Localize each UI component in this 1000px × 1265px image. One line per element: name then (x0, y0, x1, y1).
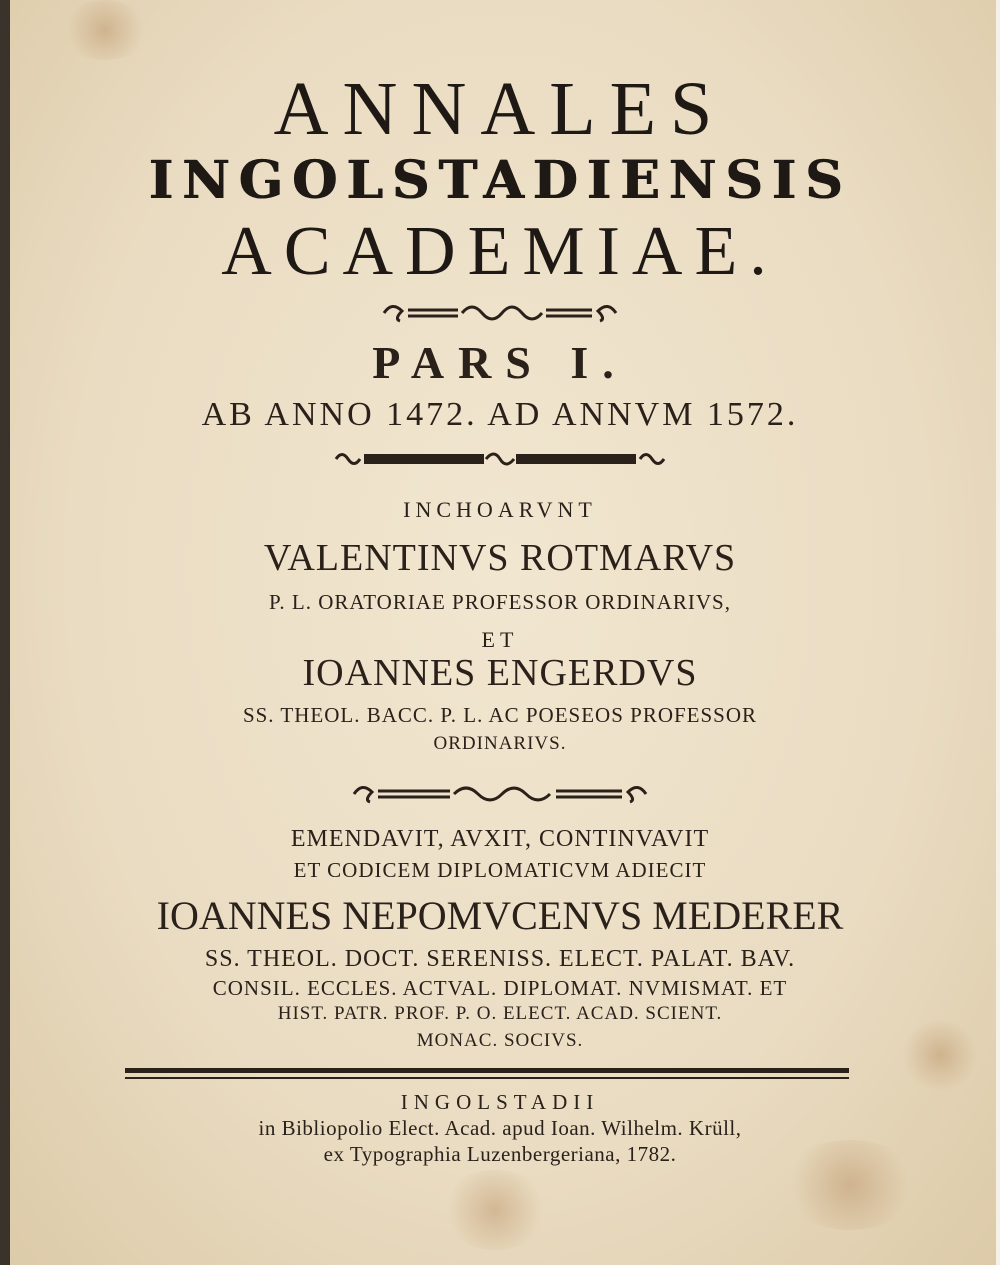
scroll-ornament-icon (380, 298, 620, 328)
double-rule-thin (125, 1077, 849, 1079)
authors-intro: INCHOARVNT (403, 497, 597, 522)
title-line-academiae: ACADEMIAE. (221, 213, 779, 290)
authors-conjunction: ET (481, 627, 519, 652)
author-name-rotmarus: VALENTINVS ROTMARVS (263, 537, 737, 579)
part-range: AB ANNO 1472. AD ANNVM 1572. (201, 396, 799, 433)
ornament-divider (0, 446, 1000, 472)
scroll-ornament-icon (350, 780, 650, 808)
editor-title-line3: HIST. PATR. PROF. P. O. ELECT. ACAD. SCIENT. (277, 1003, 723, 1024)
ornament-divider (0, 298, 1000, 328)
title-line-annales: ANNALES (273, 67, 727, 151)
rule-ornament-icon (330, 446, 670, 472)
author-name-engerdus: IOANNES ENGERDVS (302, 652, 698, 694)
paper-stain (440, 1170, 550, 1250)
part-label: PARS I. (372, 337, 628, 388)
author-title-rotmarus: P. L. ORATORIAE PROFESSOR ORDINARIVS, (269, 590, 731, 614)
editor-intro-line2: ET CODICEM DIPLOMATICVM ADIECIT (293, 858, 707, 882)
imprint-line1: in Bibliopolio Elect. Acad. apud Ioan. Wilhelm. Krüll, (258, 1116, 742, 1140)
imprint-place: INGOLSTADII (400, 1090, 600, 1114)
editor-title-line2: CONSIL. ECCLES. ACTVAL. DIPLOMAT. NVMISMAT. ET (212, 976, 788, 1000)
title-line-ingolstadiensis: INGOLSTADIENSIS (148, 150, 852, 211)
author-title-engerdus-line1: SS. THEOL. BACC. P. L. AC POESEOS PROFESSOR (242, 703, 758, 727)
editor-title-line4: MONAC. SOCIVS. (416, 1030, 584, 1051)
author-title-engerdus-line2: ORDINARIVS. (433, 733, 567, 754)
editor-title-line1: SS. THEOL. DOCT. SERENISS. ELECT. PALAT. BAV. (204, 946, 796, 972)
ornament-divider (0, 780, 1000, 808)
paper-stain (60, 0, 150, 60)
imprint-line2: ex Typographia Luzenbergeriana, 1782. (323, 1142, 677, 1166)
editor-name: IOANNES NEPOMVCENVS MEDERER (156, 893, 844, 938)
editor-intro-line1: EMENDAVIT, AVXIT, CONTINVAVIT (290, 826, 710, 852)
double-rule-thick (125, 1068, 849, 1073)
